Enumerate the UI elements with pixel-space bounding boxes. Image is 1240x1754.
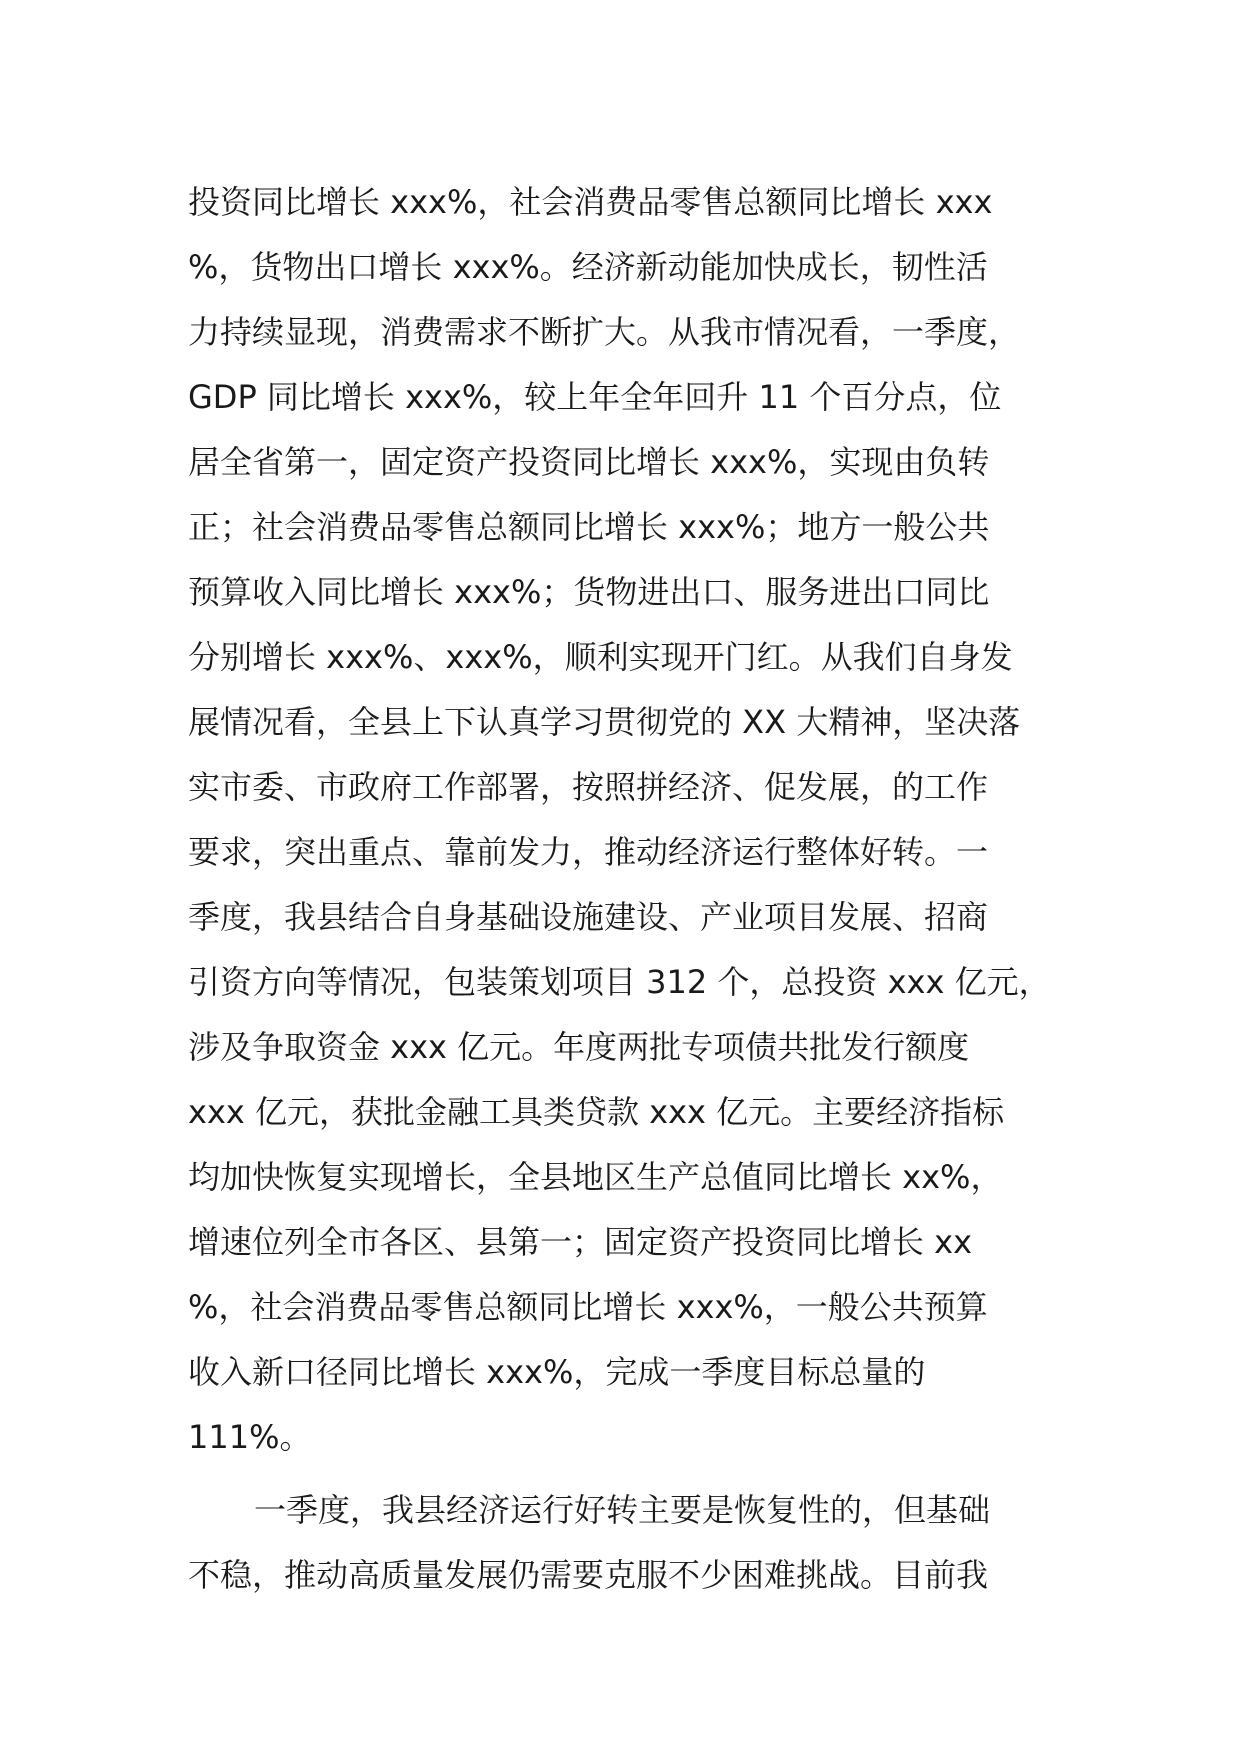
text-line: 展情况看，全县上下认真学习贯彻党的 XX 大精神，坚决落 bbox=[188, 703, 1021, 741]
text-line: 增速位列全市各区、县第一；固定资产投资同比增长 xx bbox=[188, 1223, 973, 1261]
text-line: %，货物出口增长 xxx%。经济新动能加快成长，韧性活 bbox=[188, 248, 988, 286]
text-line: GDP 同比增长 xxx%，较上年全年回升 11 个百分点，位 bbox=[188, 378, 1002, 416]
text-line: xxx 亿元，获批金融工具类贷款 xxx 亿元。主要经济指标 bbox=[188, 1093, 1005, 1131]
text-line: 投资同比增长 xxx%，社会消费品零售总额同比增长 xxx bbox=[188, 183, 993, 221]
text-line: 力持续显现，消费需求不断扩大。从我市情况看，一季度， bbox=[188, 313, 1021, 351]
text-line: 均加快恢复实现增长，全县地区生产总值同比增长 xx%， bbox=[188, 1158, 1003, 1196]
paragraph-1 bbox=[188, 170, 1088, 1470]
text-line: 涉及争取资金 xxx 亿元。年度两批专项债共批发行额度 bbox=[188, 1028, 970, 1066]
text-line: 预算收入同比增长 xxx%；货物进出口、服务进出口同比 bbox=[188, 573, 990, 611]
text-line: 季度，我县结合自身基础设施建设、产业项目发展、招商 bbox=[188, 898, 989, 936]
text-line: 要求，突出重点、靠前发力，推动经济运行整体好转。一 bbox=[188, 833, 989, 871]
text-line: 收入新口径同比增长 xxx%，完成一季度目标总量的 bbox=[188, 1353, 926, 1391]
text-line: %，社会消费品零售总额同比增长 xxx%，一般公共预算 bbox=[188, 1288, 988, 1326]
paragraph-2 bbox=[188, 1478, 1088, 1608]
text-line: 引资方向等情况，包装策划项目 312 个，总投资 xxx 亿元， bbox=[188, 963, 1051, 1001]
paragraph-spacing bbox=[188, 1470, 1088, 1478]
text-line: 不稳，推动高质量发展仍需要克服不少困难挑战。目前我 bbox=[188, 1556, 989, 1594]
text-line: 111%。 bbox=[188, 1418, 312, 1456]
text-line: 实市委、市政府工作部署，按照拼经济、促发展，的工作 bbox=[188, 768, 989, 806]
text-line: 居全省第一，固定资产投资同比增长 xxx%，实现由负转 bbox=[188, 443, 990, 481]
text-line: 分别增长 xxx%、xxx%，顺利实现开门红。从我们自身发 bbox=[188, 638, 1013, 676]
text-line: 正；社会消费品零售总额同比增长 xxx%；地方一般公共 bbox=[188, 508, 990, 546]
text-line: 一季度，我县经济运行好转主要是恢复性的，但基础 bbox=[254, 1491, 991, 1529]
document-body bbox=[188, 170, 1088, 1608]
